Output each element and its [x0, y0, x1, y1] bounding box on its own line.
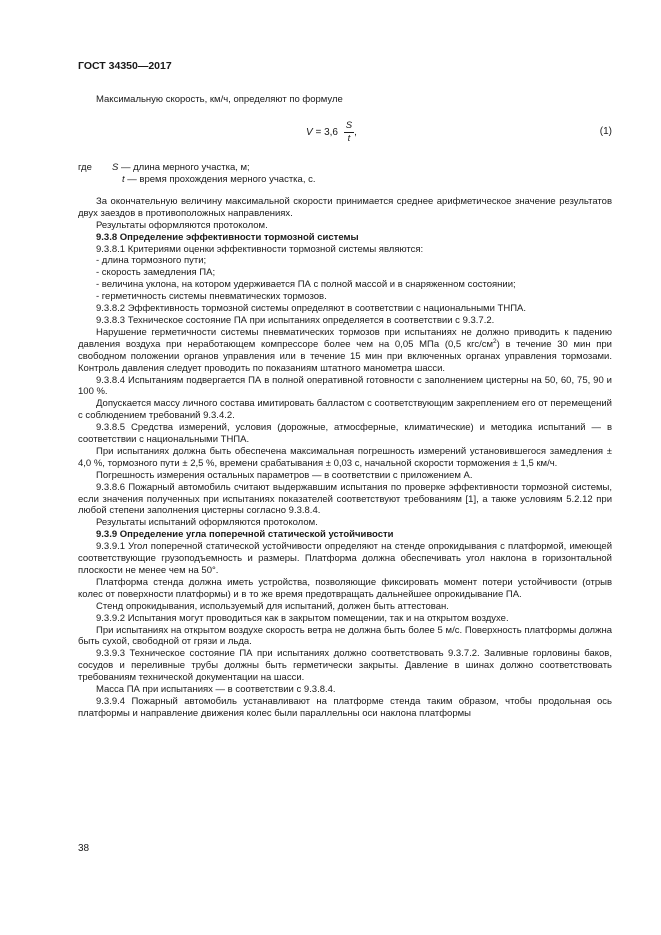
paragraph	[78, 422, 612, 446]
formula-numerator: S	[345, 119, 353, 131]
paragraph	[78, 696, 612, 720]
paragraph	[78, 220, 612, 232]
document-header: ГОСТ 34350—2017	[78, 60, 172, 72]
paragraph	[78, 470, 612, 482]
paragraph	[78, 577, 612, 601]
paragraph	[78, 684, 612, 696]
paragraph-text: 9.3.9.4 Пожарный автомобиль устанавливают на платформе стенда таким образом, чтобы продольная ось платформы и направление движения колес были параллельны оси наклона платформы	[78, 695, 612, 719]
paragraph	[78, 267, 612, 279]
paragraph	[78, 196, 612, 220]
paragraph-text: - величина уклона, на котором удерживается ПА с полной массой и в снаряженном состоянии;	[96, 279, 516, 291]
formula-denominator: t	[347, 132, 351, 144]
paragraph-text: 9.3.8.3 Техническое состояние ПА при испытаниях определяется в соответствии с 9.3.7.2.	[96, 314, 495, 326]
paragraph-text: - герметичность системы пневматических тормозов.	[96, 291, 327, 303]
section-heading	[78, 529, 612, 541]
paragraph-list	[78, 196, 612, 720]
paragraph	[78, 517, 612, 529]
formula-legend	[78, 162, 612, 186]
legend-desc: — длина мерного участка, м;	[118, 161, 250, 173]
paragraph-text: Стенд опрокидывания, используемый для испытаний, должен быть аттестован.	[96, 600, 449, 612]
paragraph-text: 9.3.9 Определение угла поперечной статической устойчивости	[96, 529, 394, 541]
paragraph	[78, 398, 612, 422]
paragraph	[78, 315, 612, 327]
paragraph	[78, 446, 612, 470]
paragraph	[78, 279, 612, 291]
legend-desc: — время прохождения мерного участка, с.	[124, 173, 316, 185]
paragraph-text: Масса ПА при испытаниях — в соответствии с 9.3.8.4.	[96, 684, 336, 696]
intro-text: Максимальную скорость, км/ч, определяют по формуле	[96, 94, 343, 105]
paragraph-text: Результаты испытаний оформляются протоколом.	[96, 517, 318, 529]
paragraph-text: 9.3.8.5 Средства измерений, условия (дорожные, атмосферные, климатические) и методика испытаний — в соответствии с национальными ТНПА.	[78, 422, 612, 446]
page-number: 38	[78, 843, 90, 854]
formula	[306, 120, 357, 145]
legend-item-s	[112, 162, 250, 174]
paragraph-text: При испытаниях должна быть обеспечена максимальная погрешность измерений установившегося замедления ± 4,0 %, тормозного пути ± 2,5 %, времени срабатывания ± 0,03 с, начальной скорости торможения ± 1,5 км/ч.	[78, 445, 612, 469]
paragraph-text: 9.3.9.2 Испытания могут проводиться как в закрытом помещении, так и на открытом воздухе.	[96, 612, 509, 624]
paragraph	[78, 255, 612, 267]
paragraph-text: Нарушение герметичности системы пневматических тормозов при испытаниях не должно приводить к падению давления воздуха при неработающем компрессоре более чем на 0,05 МПа (0,5 кгс/см	[78, 326, 612, 350]
paragraph-text: - скорость замедления ПА;	[96, 267, 216, 279]
paragraph	[78, 482, 612, 518]
page-body	[78, 94, 612, 720]
paragraph-text: 9.3.8.2 Эффективность тормозной системы определяют в соответствии с национальными ТНПА.	[96, 303, 526, 315]
paragraph-text: 9.3.8 Определение эффективности тормозной системы	[96, 231, 359, 243]
legend-symbol: t	[122, 173, 125, 185]
formula-coefficient: = 3,6	[312, 126, 341, 138]
paragraph-text: ) в течение 30 мин при свободном положении органов управления или в течение 15 мин при включенных органах управления тормозами. Контроль давления следует проводить по показаниям штатного манометра шасси.	[78, 338, 612, 374]
paragraph-text: Допускается массу личного состава имитировать балластом с соответствующим закреплением его от перемещений с соблюдением требований 9.3.4.2.	[78, 398, 612, 422]
paragraph-text: Результаты оформляются протоколом.	[96, 219, 268, 231]
paragraph	[78, 613, 612, 625]
legend-symbol: S	[112, 161, 119, 173]
paragraph	[78, 244, 612, 256]
formula-tail: ,	[354, 126, 357, 138]
paragraph-text: Погрешность измерения остальных параметров — в соответствии с приложением А.	[96, 469, 473, 481]
paragraph	[78, 601, 612, 613]
paragraph	[78, 625, 612, 649]
formula-block	[78, 112, 612, 158]
formula-lhs: V	[306, 126, 313, 138]
paragraph-text: - длина тормозного пути;	[96, 255, 207, 267]
paragraph	[78, 327, 612, 375]
formula-fraction	[344, 120, 354, 145]
paragraph-text: 9.3.9.3 Техническое состояние ПА при испытаниях должно соответствовать 9.3.7.2. Заливные горловины баков, сосудов и переливные трубы должны быть герметически закрыты. Давление в шинах должно соответствовать требованиям технической документации на шасси.	[78, 648, 612, 684]
paragraph	[78, 291, 612, 303]
paragraph	[78, 375, 612, 399]
paragraph-text: 9.3.8.1 Критериями оценки эффективности тормозной системы являются:	[96, 243, 424, 255]
section-heading	[78, 232, 612, 244]
paragraph	[78, 648, 612, 684]
paragraph-text: Платформа стенда должна иметь устройства, позволяющие фиксировать момент потери устойчивости (отрыв колес от поверхности платформы) и в то же время предотвращать дальнейшее опрокидывание ПА.	[78, 576, 612, 600]
paragraph-text: 9.3.8.6 Пожарный автомобиль считают выдержавшим испытания по проверке эффективности тормозной системы, если значения полученных при испытаниях показателей соответствуют требованиям [1], а также условиям 5.2.12 при любой степени заполнения цистерны согласно 9.3.8.4.	[78, 481, 612, 517]
paragraph-text: За окончательную величину максимальной скорости принимается среднее арифметическое значение результатов двух заездов в противоположных направлениях.	[78, 195, 612, 219]
spacer	[78, 186, 612, 196]
paragraph	[78, 541, 612, 577]
legend-item-t	[122, 174, 316, 186]
formula-number: (1)	[599, 125, 612, 137]
legend-label: где	[78, 161, 92, 173]
paragraph-text: При испытаниях на открытом воздухе скорость ветра не должна быть более 5 м/с. Поверхность платформы должна быть сухой, свободной от грязи и льда.	[78, 624, 612, 648]
paragraph-text: 9.3.8.4 Испытаниям подвергается ПА в полной оперативной готовности с заполнением цистерны на 50, 60, 75, 90 и 100 %.	[78, 374, 612, 398]
paragraph-text: 9.3.9.1 Угол поперечной статической устойчивости определяют на стенде опрокидывания с платформой, имеющей соответствующие грузоподъемность и размеры. Платформа должна обеспечивать угол наклона в горизонтальной плоскости не менее чем на 50°.	[78, 541, 612, 576]
paragraph	[78, 303, 612, 315]
superscript: 2	[493, 337, 497, 345]
